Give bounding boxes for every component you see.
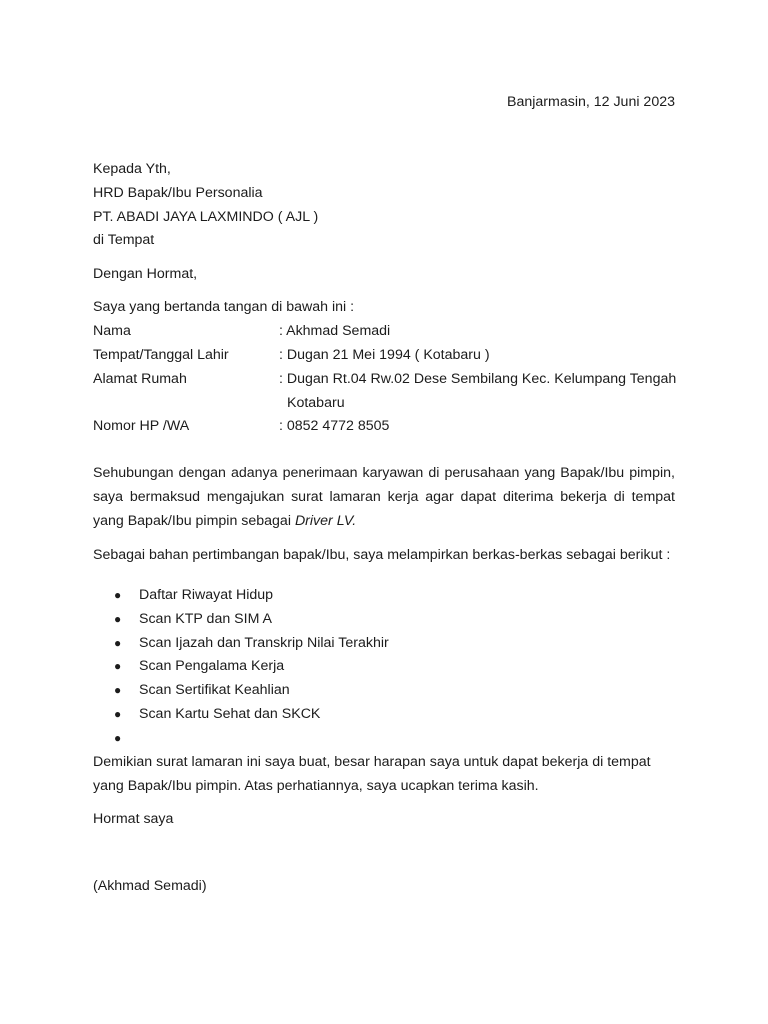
applied-position: Driver LV. [294, 512, 357, 529]
list-item [93, 632, 389, 656]
bullet-icon: ● [114, 635, 122, 650]
list-item [93, 727, 389, 751]
name-value: : Akhmad Semadi [279, 323, 391, 339]
address-value: : Dugan Rt.04 Rw.02 Dese Sembilang Kec. Kelumpang Tengah [279, 371, 677, 387]
list-item-label: Daftar Riwayat Hidup [139, 587, 274, 603]
recipient-greeting: Kepada Yth, [93, 161, 171, 177]
list-item [93, 655, 389, 679]
name-label: Nama [93, 323, 131, 339]
closing-line: Hormat saya [93, 811, 174, 827]
bullet-icon: ● [114, 730, 122, 745]
list-item [93, 703, 389, 727]
address-value-continuation: Kotabaru [287, 395, 345, 411]
phone-value: : 0852 4772 8505 [279, 418, 390, 434]
list-item-label: Scan Sertifikat Keahlian [139, 682, 290, 699]
bullet-icon: ● [114, 611, 122, 626]
bullet-icon: ● [114, 659, 122, 674]
list-item-label: Scan Kartu Sehat dan SKCK [139, 705, 321, 722]
recipient-block [93, 158, 318, 253]
list-item-label: Scan KTP dan SIM A [139, 610, 273, 627]
bullet-icon: ● [114, 683, 122, 698]
attachments-intro: Sebagai bahan pertimbangan bapak/Ibu, saya melampirkan berkas-berkas sebagai berikut : [93, 547, 671, 563]
bullet-icon: ● [114, 706, 122, 721]
list-item [93, 679, 389, 703]
list-item-label: Scan Ijazah dan Transkrip Nilai Terakhir [139, 634, 389, 651]
body-paragraph-text: Sehubungan dengan adanya penerimaan karyawan di perusahaan yang Bapak/Ibu pimpin, saya bermaksud mengajukan surat lamaran kerja agar dapat diterima bekerja di tempat yang Bapak/Ibu pimpin sebagai [93, 465, 675, 529]
salutation: Dengan Hormat, [93, 266, 198, 282]
recipient-department: HRD Bapak/Ibu Personalia [93, 184, 263, 201]
recipient-location: di Tempat [93, 232, 155, 249]
list-item-label: Scan Pengalama Kerja [139, 658, 285, 675]
body-paragraph [93, 462, 675, 533]
birth-label: Tempat/Tanggal Lahir [93, 347, 229, 363]
attachments-list [93, 584, 389, 751]
list-item [93, 608, 389, 632]
birth-value: : Dugan 21 Mei 1994 ( Kotabaru ) [279, 347, 490, 363]
recipient-company: PT. ABADI JAYA LAXMINDO ( AJL ) [93, 208, 319, 225]
list-item [93, 584, 389, 608]
bullet-icon: ● [114, 588, 122, 602]
signature-name: (Akhmad Semadi) [93, 878, 207, 894]
place-date: Banjarmasin, 12 Juni 2023 [507, 94, 675, 110]
intro-line: Saya yang bertanda tangan di bawah ini : [93, 299, 355, 315]
phone-label: Nomor HP /WA [93, 418, 190, 434]
address-label: Alamat Rumah [93, 371, 187, 387]
closing-paragraph: Demikian surat lamaran ini saya buat, besar harapan saya untuk dapat bekerja di tempat yang Bapak/Ibu pimpin. Atas perhatiannya, saya ucapkan terima kasih. [93, 754, 651, 794]
